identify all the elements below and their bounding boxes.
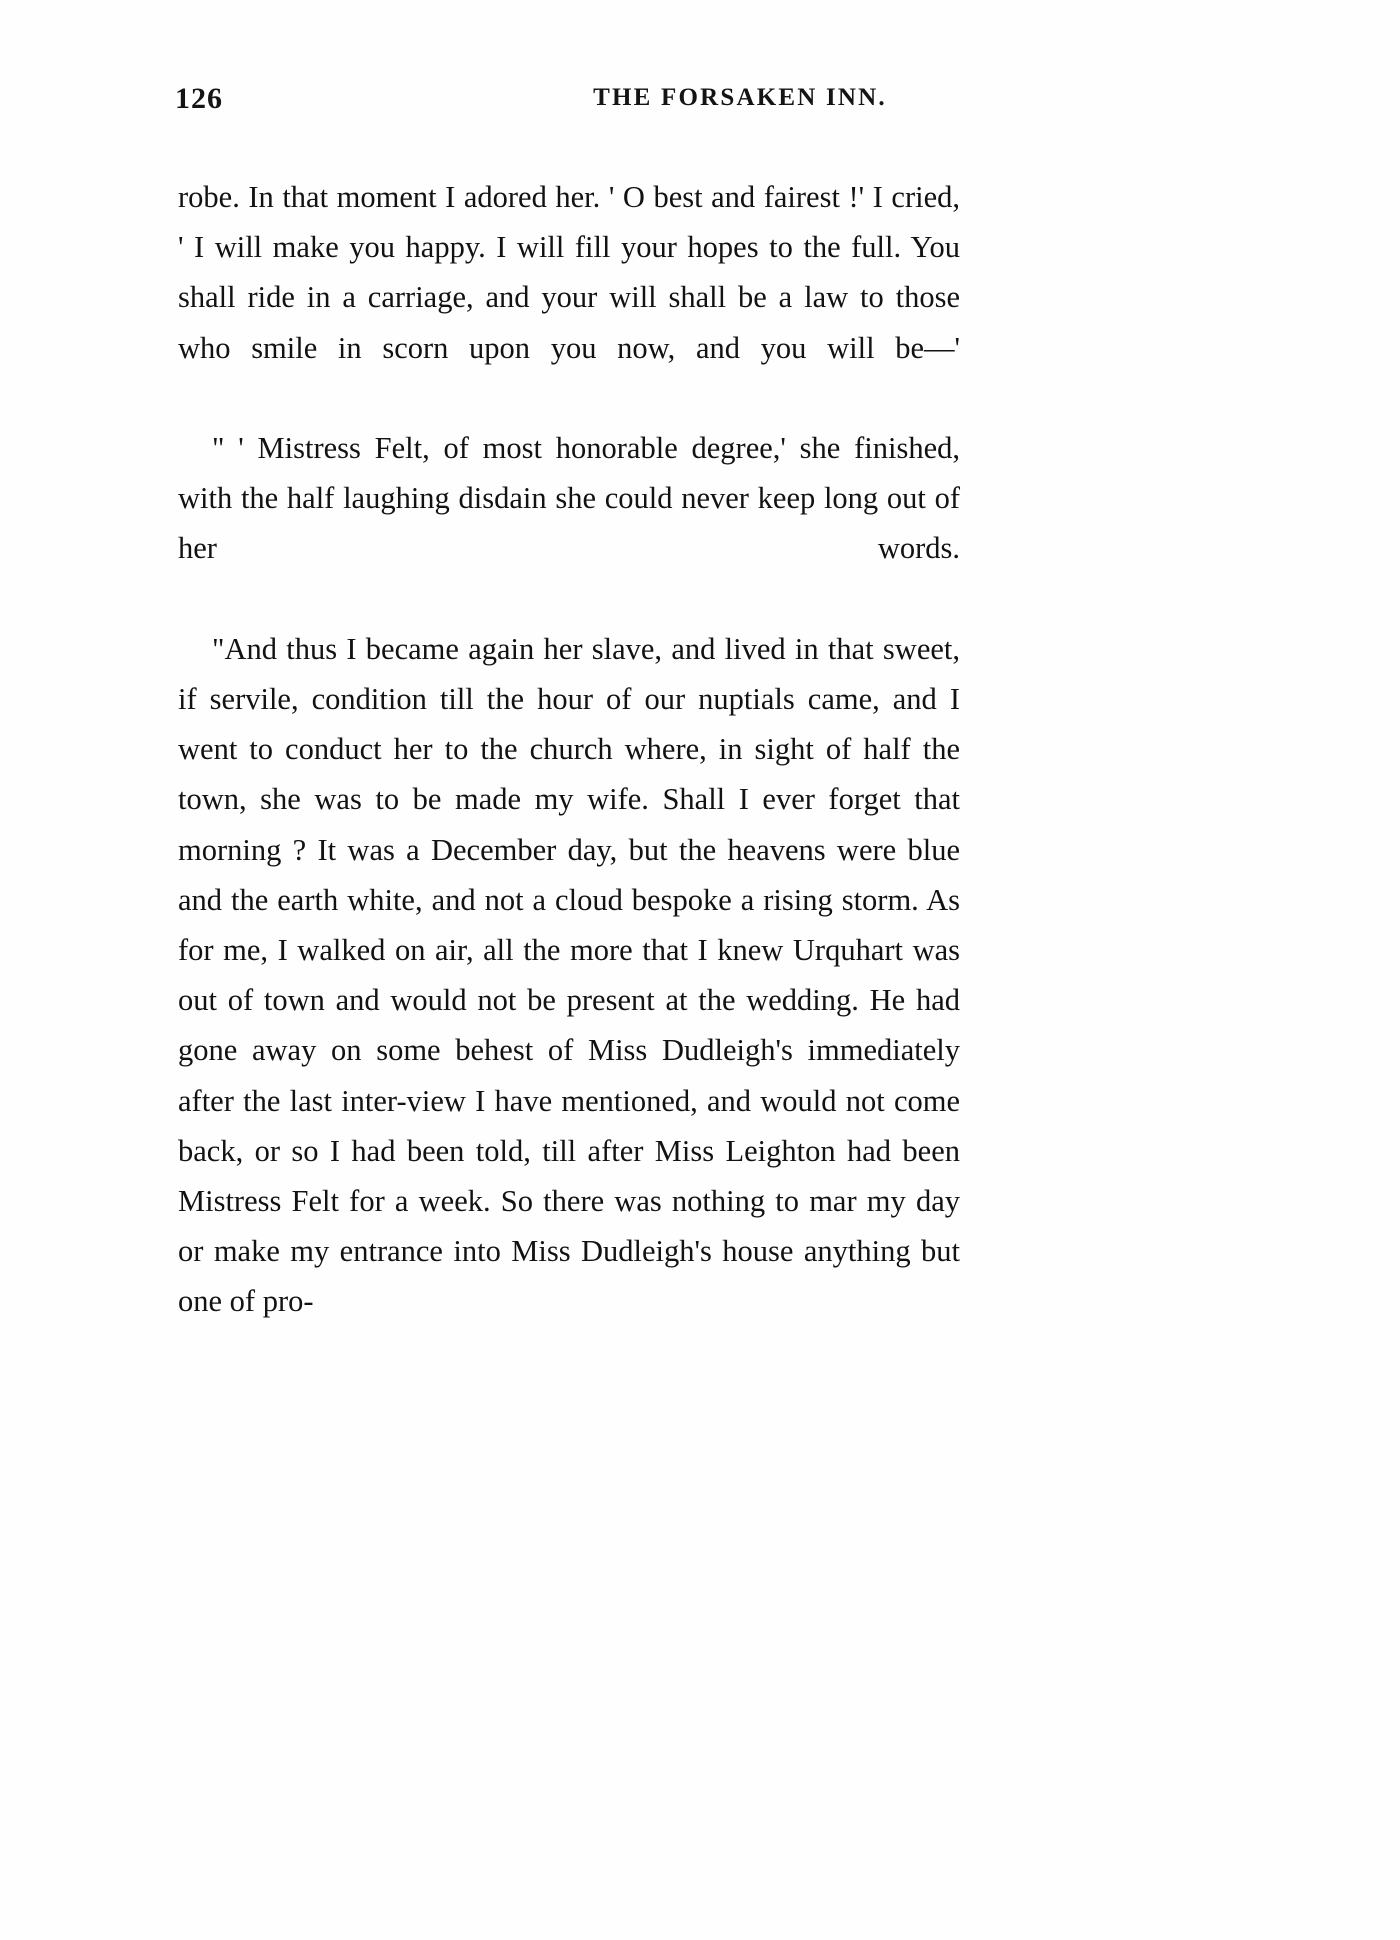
running-head: THE FORSAKEN INN. — [593, 84, 887, 111]
page-number: 126 — [175, 82, 223, 115]
page-body — [178, 172, 960, 1327]
page-header — [175, 82, 1230, 116]
paragraph: robe. In that moment I adored her. ' O best and fairest !' I cried, ' I will make you happy. I will fill your hopes to the full. You shall ride in a carriage, and your will shall be a law to those who smile in scorn upon you now, and you will be—' — [178, 180, 960, 365]
paragraph: "And thus I became again her slave, and lived in that sweet, if servile, condition till the hour of our nuptials came, and I went to conduct her to the church where, in sight of half the town, she was to be made my wife. Shall I ever forget that morning ? It was a December day, but the heavens were blue and the earth white, and not a cloud bespoke a rising storm. As for me, I walked on air, all the more that I knew Urquhart was out of town and would not be present at the wedding. He had gone away on some behest of Miss Dudleigh's immediately after the last inter-view I have mentioned, and would not come back, or so I had been told, till after Miss Leighton had been Mistress Felt for a week. So there was nothing to mar my day or make my entrance into Miss Dudleigh's house anything but one of pro- — [178, 631, 960, 1319]
paragraph: " ' Mistress Felt, of most honorable degree,' she finished, with the half laughing disdain she could never keep long out of her words. — [178, 431, 960, 566]
